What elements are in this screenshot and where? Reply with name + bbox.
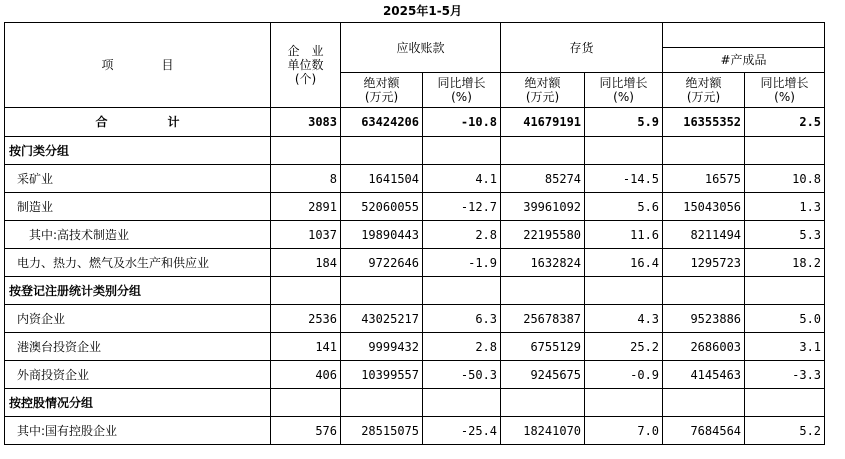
cell-recv-abs: 52060055: [341, 193, 423, 221]
cell-units: 1037: [271, 221, 341, 249]
cell-fin-yoy: 3.1: [745, 333, 825, 361]
cell-inv-yoy: 16.4: [585, 249, 663, 277]
cell-inv-yoy: 11.6: [585, 221, 663, 249]
total-units: 3083: [271, 108, 341, 137]
cell-inv-yoy: 7.0: [585, 417, 663, 445]
total-inv-abs: 41679191: [501, 108, 585, 137]
row-label: 外商投资企业: [5, 361, 271, 389]
table-row: [5, 305, 825, 333]
empty-cell: [585, 389, 663, 417]
group-row: [5, 389, 825, 417]
cell-inv-abs: 85274: [501, 165, 585, 193]
total-inv-yoy: 5.9: [585, 108, 663, 137]
cell-fin-abs: 2686003: [663, 333, 745, 361]
header-units-line1: 企 业: [287, 44, 324, 58]
cell-units: 406: [271, 361, 341, 389]
subheader-line2: (万元): [364, 90, 399, 104]
subheader-line2: (%): [774, 90, 795, 104]
subheader-line2: (%): [451, 90, 472, 104]
cell-inv-abs: 18241070: [501, 417, 585, 445]
cell-fin-abs: 7684564: [663, 417, 745, 445]
empty-cell: [663, 277, 745, 305]
table-title: 2025年1-5月: [382, 4, 463, 18]
header-units-line2: 单位数: [287, 58, 324, 72]
cell-inv-abs: 25678387: [501, 305, 585, 333]
cell-inv-yoy: 4.3: [585, 305, 663, 333]
table-row: [5, 249, 825, 277]
cell-recv-abs: 9722646: [341, 249, 423, 277]
cell-recv-abs: 28515075: [341, 417, 423, 445]
cell-recv-abs: 1641504: [341, 165, 423, 193]
subheader-line2: (%): [613, 90, 634, 104]
subheader-line2: (万元): [686, 90, 721, 104]
cell-fin-abs: 16575: [663, 165, 745, 193]
cell-units: 2891: [271, 193, 341, 221]
cell-fin-abs: 9523886: [663, 305, 745, 333]
header-units-line3: (个): [294, 72, 317, 86]
empty-cell: [585, 277, 663, 305]
subheader-line1: 同比增长: [437, 76, 486, 90]
cell-recv-yoy: -1.9: [423, 249, 501, 277]
cell-recv-abs: 19890443: [341, 221, 423, 249]
cell-recv-abs: 9999432: [341, 333, 423, 361]
empty-cell: [745, 277, 825, 305]
header-item: 项 目: [5, 23, 271, 108]
cell-fin-yoy: 5.3: [745, 221, 825, 249]
empty-cell: [501, 137, 585, 165]
cell-fin-yoy: 5.2: [745, 417, 825, 445]
cell-recv-yoy: -50.3: [423, 361, 501, 389]
cell-fin-yoy: 18.2: [745, 249, 825, 277]
empty-cell: [745, 137, 825, 165]
group-row: [5, 137, 825, 165]
row-label: 其中:高技术制造业: [5, 221, 271, 249]
empty-cell: [501, 389, 585, 417]
row-label: 内资企业: [5, 305, 271, 333]
cell-inv-abs: 39961092: [501, 193, 585, 221]
cell-inv-yoy: -0.9: [585, 361, 663, 389]
cell-units: 8: [271, 165, 341, 193]
subheader-line1: 同比增长: [760, 76, 809, 90]
row-label: 港澳台投资企业: [5, 333, 271, 361]
table-row: [5, 361, 825, 389]
cell-recv-yoy: -25.4: [423, 417, 501, 445]
cell-recv-abs: 43025217: [341, 305, 423, 333]
header-finished: #产成品: [663, 48, 825, 73]
row-label: 电力、热力、燃气及水生产和供应业: [5, 249, 271, 277]
empty-cell: [423, 389, 501, 417]
cell-fin-yoy: 1.3: [745, 193, 825, 221]
empty-cell: [745, 389, 825, 417]
table-row: [5, 193, 825, 221]
empty-cell: [341, 277, 423, 305]
empty-cell: [341, 137, 423, 165]
statistics-table: [4, 22, 825, 445]
header-units: [271, 23, 341, 108]
table-row: [5, 417, 825, 445]
cell-fin-abs: 4145463: [663, 361, 745, 389]
empty-cell: [271, 137, 341, 165]
cell-units: 576: [271, 417, 341, 445]
subheader-line1: 绝对额: [685, 76, 722, 90]
subheader-inv-abs: [501, 73, 585, 108]
empty-cell: [271, 389, 341, 417]
cell-recv-yoy: -12.7: [423, 193, 501, 221]
cell-inv-abs: 1632824: [501, 249, 585, 277]
subheader-recv-abs: [341, 73, 423, 108]
empty-cell: [423, 277, 501, 305]
row-label: 采矿业: [5, 165, 271, 193]
total-fin-yoy: 2.5: [745, 108, 825, 137]
header-receivables: 应收账款: [341, 23, 501, 73]
total-fin-abs: 16355352: [663, 108, 745, 137]
cell-recv-yoy: 2.8: [423, 221, 501, 249]
cell-inv-yoy: 25.2: [585, 333, 663, 361]
cell-recv-yoy: 6.3: [423, 305, 501, 333]
cell-inv-abs: 22195580: [501, 221, 585, 249]
empty-cell: [423, 137, 501, 165]
empty-cell: [585, 137, 663, 165]
empty-cell: [663, 389, 745, 417]
table-row: [5, 333, 825, 361]
total-recv-abs: 63424206: [341, 108, 423, 137]
subheader-line1: 同比增长: [599, 76, 648, 90]
cell-fin-yoy: -3.3: [745, 361, 825, 389]
cell-units: 141: [271, 333, 341, 361]
cell-inv-abs: 9245675: [501, 361, 585, 389]
table-row: [5, 221, 825, 249]
header-blank: [663, 23, 825, 48]
cell-fin-yoy: 5.0: [745, 305, 825, 333]
cell-recv-yoy: 4.1: [423, 165, 501, 193]
table-row: [5, 165, 825, 193]
group-row: [5, 277, 825, 305]
cell-fin-yoy: 10.8: [745, 165, 825, 193]
empty-cell: [663, 137, 745, 165]
cell-inv-yoy: -14.5: [585, 165, 663, 193]
cell-fin-abs: 15043056: [663, 193, 745, 221]
total-label: 合 计: [5, 108, 271, 137]
empty-cell: [501, 277, 585, 305]
subheader-fin-abs: [663, 73, 745, 108]
cell-inv-abs: 6755129: [501, 333, 585, 361]
cell-fin-abs: 1295723: [663, 249, 745, 277]
cell-recv-yoy: 2.8: [423, 333, 501, 361]
total-row: [5, 108, 825, 137]
group-label: 按门类分组: [5, 137, 271, 165]
group-label: 按登记注册统计类别分组: [5, 277, 271, 305]
cell-fin-abs: 8211494: [663, 221, 745, 249]
cell-inv-yoy: 5.6: [585, 193, 663, 221]
subheader-inv-yoy: [585, 73, 663, 108]
cell-units: 184: [271, 249, 341, 277]
empty-cell: [341, 389, 423, 417]
header-inventory: 存货: [501, 23, 663, 73]
empty-cell: [271, 277, 341, 305]
subheader-line2: (万元): [525, 90, 560, 104]
group-label: 按控股情况分组: [5, 389, 271, 417]
subheader-recv-yoy: [423, 73, 501, 108]
subheader-fin-yoy: [745, 73, 825, 108]
row-label: 其中:国有控股企业: [5, 417, 271, 445]
cell-recv-abs: 10399557: [341, 361, 423, 389]
subheader-line1: 绝对额: [524, 76, 561, 90]
cell-units: 2536: [271, 305, 341, 333]
subheader-line1: 绝对额: [363, 76, 400, 90]
total-recv-yoy: -10.8: [423, 108, 501, 137]
row-label: 制造业: [5, 193, 271, 221]
